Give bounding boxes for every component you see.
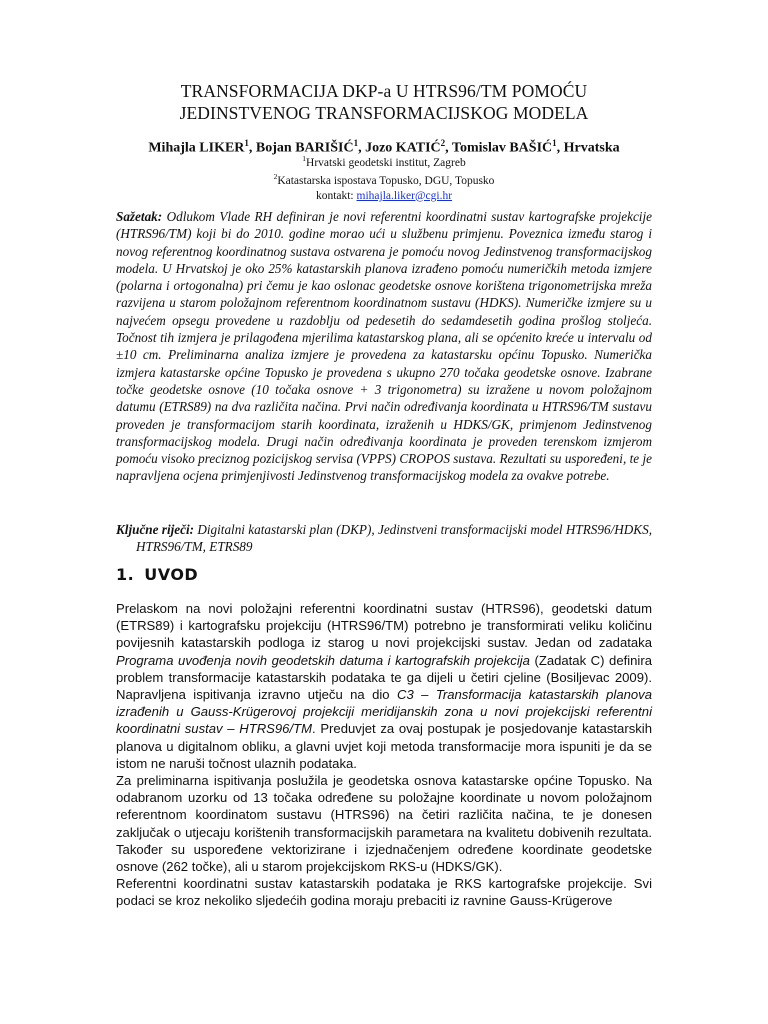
author-name: Mihajla LIKER (148, 140, 245, 156)
paragraph-text: . Preduvjet za ovaj postupak je posjedovanje katastarskih planova u digitalnom obliku, a glavni uvjet koji metoda transformacije mora ispuniti je da se istom ne naruši točnost ulaznih podataka. (116, 721, 652, 771)
author-affiliation-mark: 1 (552, 138, 557, 148)
affiliation-mark: 1 (302, 154, 307, 163)
paragraph-emphasis: C3 – Transformacija katastarskih planova izrađenih u Gauss-Krügerovoj projekciji meridijanskih zona u novi projekcijski referentni koordinatni sustav – HTRS96/TM (116, 687, 652, 737)
section-heading (116, 565, 198, 584)
section-body (116, 600, 652, 910)
author-name: Bojan BARIŠIĆ (255, 140, 354, 156)
abstract-label: Sažetak: (116, 209, 163, 224)
affiliation-text: Hrvatski geodetski institut, Zagreb (306, 156, 466, 169)
affiliation-mark: 2 (273, 172, 278, 182)
author-name: Tomislav BAŠIĆ (451, 140, 553, 156)
abstract (116, 208, 652, 485)
section-title: UVOD (144, 565, 199, 584)
body-paragraph: Za preliminarna ispitivanja poslužila je geodetska osnova katastarske općine Topusko. Na odabranom uzorku od 13 točaka određene su položajne koordinate u novom položajnom referentnom koordinatom sustavu (HTRS96) na četiri različita načina, te je donesen zaključak o utjecaju korištenih transformacijskih parametara na kvalitetu dobivenih rezultata. Također su uspoređene vektorizirane i izjednačenjem određene koordinate geodetske osnove (262 točke), ali u starom projekcijskom RKS-u (HDKS/GK). (116, 773, 652, 875)
contact-label: kontakt: (315, 189, 354, 202)
section-number: 1. (116, 565, 135, 584)
author-affiliation-mark: 2 (440, 138, 446, 148)
author-list: Mihajla LIKER$^1$, Bojan BARIŠIĆ$^1$, Jozo KATIĆ$^2$, Tomislav BAŠIĆ$^1$, Hrvatska (148, 138, 620, 156)
contact-email-link[interactable]: mihajla.liker@cgi.hr (356, 189, 453, 202)
keywords (116, 521, 652, 556)
author-affiliation-mark: 1 (244, 138, 249, 148)
title-line-1: TRANSFORMACIJA DKP-a U HTRS96/TM POMOĆU (180, 81, 588, 101)
author-country: Hrvatska (563, 140, 620, 156)
affiliations (100, 152, 668, 203)
affiliation-text: Katastarska ispostava Topusko, DGU, Topusko (277, 175, 495, 188)
affiliation-line (100, 152, 668, 170)
contact-line (100, 189, 668, 204)
keywords-label: Ključne riječi: (116, 522, 195, 537)
paper-title (100, 80, 668, 124)
author-affiliation-mark: 1 (353, 138, 359, 148)
paragraph-text: (Zadatak C) definira problem transformacije katastarskih podataka te ga dijeli u četiri cjeline (Bosiljevac 2009). Napravljena ispitivanja izravno utječu na dio (116, 652, 652, 703)
author-name: Jozo KATIĆ (365, 140, 441, 156)
paragraph-emphasis: Programa uvođenja novih geodetskih datuma i kartografskih projekcija (116, 652, 530, 668)
title-line-2: JEDINSTVENOG TRANSFORMACIJSKOG MODELA (179, 103, 589, 123)
paragraph-text: Prelaskom na novi položajni referentni koordinatni sustav (HTRS96), geodetski datum (ETRS89) i kartografsku projekciju (HTRS96/TM) potrebno je transformirati veliku količinu povijesnih katastarskih podloga iz starog u novi projekcijski sustav. Jedan od zadataka (116, 601, 652, 651)
affiliation-line (100, 170, 668, 188)
keywords-text: Digitalni katastarski plan (DKP), Jedinstveni transformacijski model HTRS96/HDKS, HTRS96/TM, ETRS89 (136, 522, 652, 555)
abstract-text: Odlukom Vlade RH definiran je novi referentni koordinatni sustav kartografske projekcije (HTRS96/TM) koji bi do 2010. godine morao ući u službenu primjenu. Poveznica između starog i novog referentnog koordinatnog sustava ostvarena je pomoću novog Jedinstvenog transformacijskog modela. U Hrvatskoj je oko 25% katastarskih planova izrađeno pomoću numeričkih metoda izmjere (polarna i ortogonalna) pri čemu je kao oslonac geodetske osnove korištena trigonometrijska mreža razvijena u starom položajnom referentnom koordinatnom sustavu (HDKS). Numeričke izmjere su u najvećem opsegu provedene u razdoblju od pedesetih do sedamdesetih godina prošlog stoljeća. Točnost tih izmjera je prilagođena mjerilima katastarskog plana, ali se općenito kreće u intervalu od ±10 cm. Preliminarna analiza izmjere je provedena za katastarsku općinu Topusko. Numerička izmjera katastarske općine Topusko je provedena s ukupno 270 točaka geodetske osnove. Izabrane točke geodetske osnove (10 točaka osnove + 3 trigonometra) su izražene u novom položajnom datumu (ETRS89) na dva različita načina. Prvi način određivanja koordinata u HTRS96/TM sustavu proveden je transformacijom starih koordinata, izraženih u HDKS/GK, primjenom Jedinstvenog transformacijskog modela. Drugi način određivanja koordinata je proveden terenskom izmjerom pomoću visoko preciznog pozicijskog servisa (VPPS) CROPOS sustava. Rezultati su uspoređeni, te je napravljena ocjena primjenjivosti Jedinstvenog transformacijskog modela za ovakve potrebe. (116, 209, 652, 484)
body-paragraph: Referentni koordinatni sustav katastarskih podataka je RKS kartografske projekcije. Svi podaci se kroz nekoliko sljedećih godina moraju prebaciti iz ravnine Gauss-Krügerove (116, 876, 652, 909)
body-paragraph (116, 600, 652, 772)
